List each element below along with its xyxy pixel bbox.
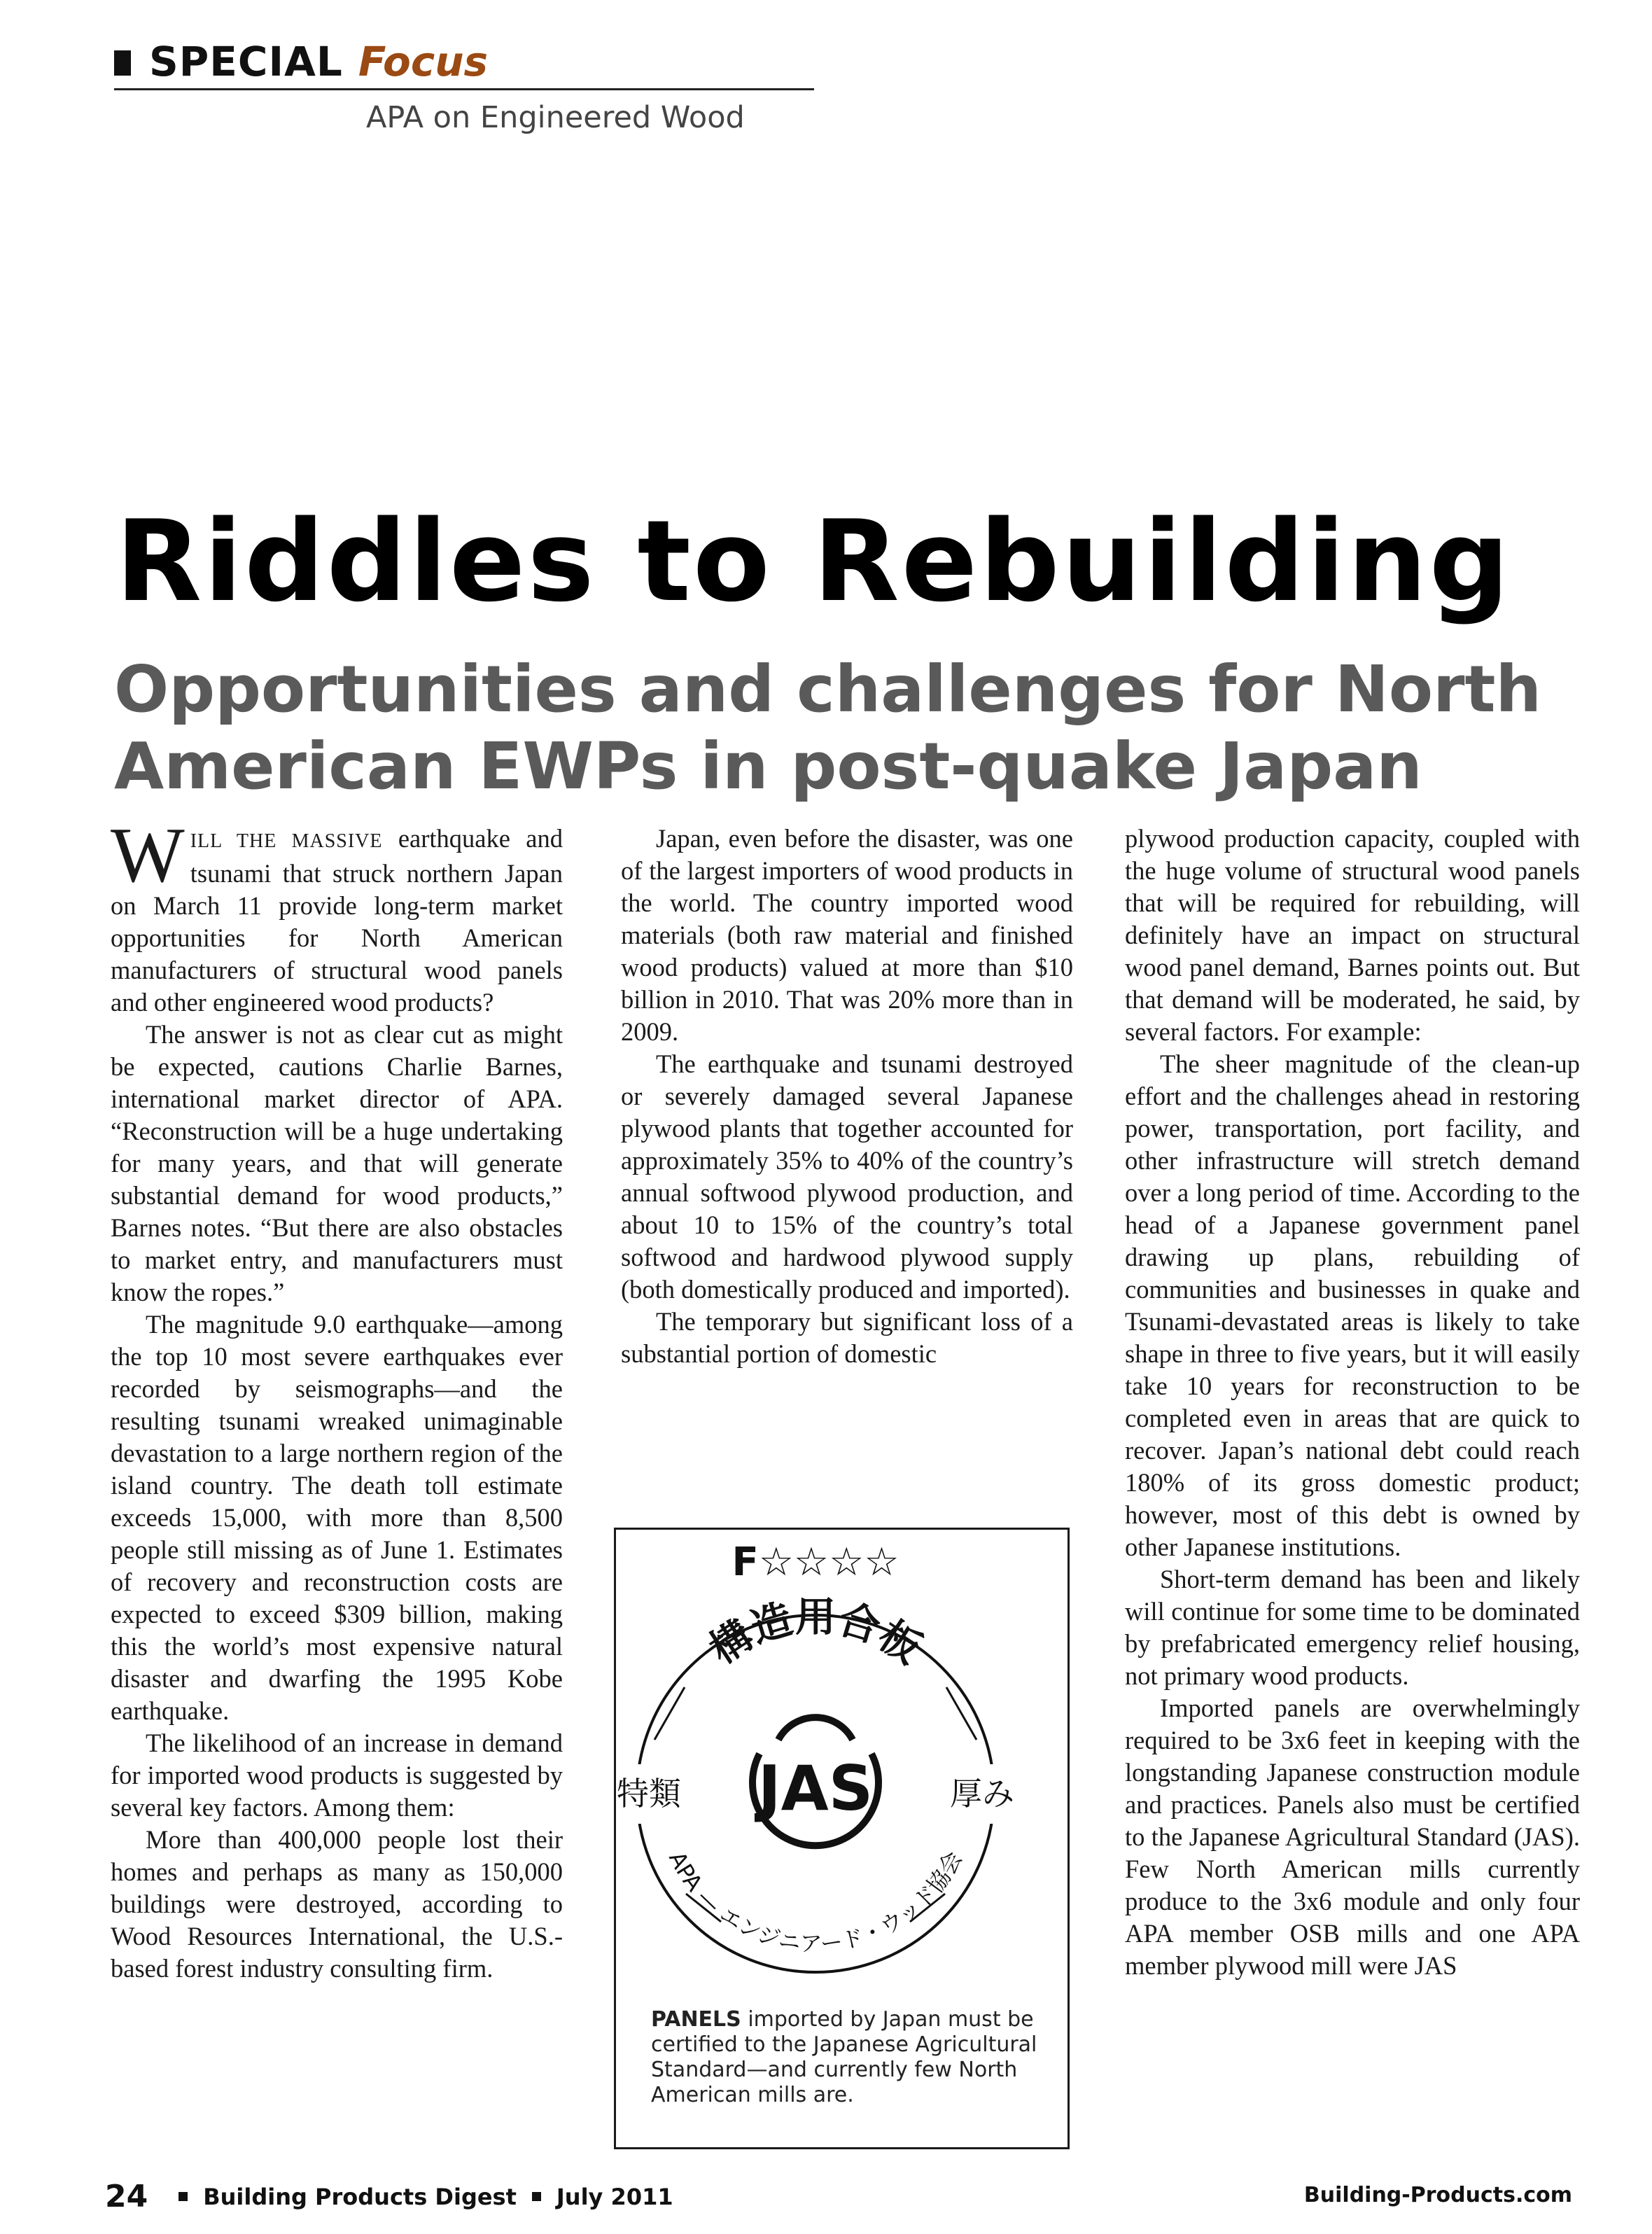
page-number: 24 bbox=[105, 2179, 148, 2214]
grade-mark: F☆☆☆☆ bbox=[732, 1540, 899, 1585]
drop-cap: W bbox=[111, 812, 185, 899]
jas-figure bbox=[614, 1528, 1070, 2149]
footer-bullet-icon bbox=[532, 2192, 541, 2201]
article-column-2 bbox=[621, 823, 1073, 1370]
website-link[interactable]: Building-Products.com bbox=[1303, 2183, 1572, 2207]
body-paragraph: Imported panels are overwhelmingly required to be 3x6 feet in keeping with the longstanding Japanese construction module and practices. Panels also must be certified to the Japanese Agricultural Standard (JAS). Few North American mills currently produce to the 3x6 module and only four APA member OSB mills and one APA member plywood mill were JAS bbox=[1125, 1694, 1580, 1980]
body-paragraph: Japan, even before the disaster, was one of the largest importers of wood products in the world. The country imported wood materials (both raw material and finished wood products) valued at more than $10 billion in 2010. That was 20% more than in 2009. bbox=[621, 824, 1073, 1046]
body-paragraph: The answer is not as clear cut as might be expected, cautions Charlie Barnes, international market director of APA. “Reconstruction will be a huge undertaking for many years, and that will generate substantial demand for wood products,” Barnes notes. “But there are also obstacles to market entry, and manufacturers must know the ropes.” bbox=[111, 1020, 563, 1306]
figure-caption bbox=[651, 2007, 1043, 2108]
publication-name: Building Products Digest bbox=[203, 2183, 517, 2210]
jas-mark-image bbox=[616, 1530, 1015, 2020]
body-paragraph: The earthquake and tsunami destroyed or severely damaged several Japanese plywood plants that together accounted for approximately 35% to 40% of the country’s annual softwood plywood production, and about 10 to 15% of the country’s total softwood and hardwood plywood supply (both domestically produced and imported). bbox=[621, 1049, 1073, 1304]
body-paragraph: The magnitude 9.0 earthquake—among the top 10 most severe earthquakes ever recorded by seismographs—and the resulting tsunami wreaked unimaginable devastation to a large northern region of the island country. The death toll estimate exceeds 15,000, with more than 8,500 people still missing as of June 1. Estimates of recovery and reconstruction costs are expected to exceed $309 billion, making this the world’s most expensive natural disaster and dwarfing the 1995 Kobe earthquake. bbox=[111, 1310, 563, 1725]
right-side-text: 厚み bbox=[950, 1775, 1014, 1813]
lead-paragraph bbox=[111, 812, 563, 1019]
footer-bullet-icon bbox=[178, 2192, 188, 2201]
section-label: SPECIAL bbox=[149, 38, 343, 85]
body-paragraph: The temporary but significant loss of a substantial portion of domestic bbox=[621, 1307, 1073, 1368]
body-paragraph: More than 400,000 people lost their homes and perhaps as many as 150,000 buildings were destroyed, according to Wood Resources International, the U.S.-based forest industry consulting firm. bbox=[111, 1825, 563, 1983]
section-subtitle: APA on Engineered Wood bbox=[366, 100, 745, 135]
section-row bbox=[114, 38, 814, 90]
caption-text: imported by Japan must be certified to the Japanese Agricultural Standard—and currently few North American mills are. bbox=[651, 2007, 1037, 2107]
left-side-text: 特類 bbox=[617, 1775, 681, 1813]
lead-text: earthquake and tsunami that struck northern Japan on March 11 provide long-term market opportunities for North American manufacturers of structural wood panels and other engineered wood products? bbox=[111, 824, 563, 1017]
lead-small-caps: ILL THE MASSIVE bbox=[190, 830, 383, 852]
arc-bottom-text: APA — エンジニアード・ウッド協会 bbox=[664, 1847, 968, 1957]
section-focus: Focus bbox=[358, 38, 489, 85]
jas-logo-text: JAS bbox=[757, 1752, 874, 1824]
body-paragraph: The likelihood of an increase in demand for imported wood products is suggested by several key factors. Among them: bbox=[111, 1729, 563, 1822]
body-paragraph: The sheer magnitude of the clean-up effort and the challenges ahead in restoring power, transportation, port facility, and other infrastructure will stretch demand over a long period of time. According to the head of a Japanese government panel drawing up plans, rebuilding of communities and businesses in quake and Tsunami-devastated areas is likely to take shape in three to five years, but it will easily take 10 years for reconstruction to be completed even in areas that are quick to recover. Japan’s national debt could reach 180% of its gross domestic product; however, most of this debt is owned by other Japanese institutions. bbox=[1125, 1049, 1580, 1561]
article-column-3 bbox=[1125, 823, 1580, 1982]
section-header bbox=[114, 38, 814, 135]
body-paragraph: plywood production capacity, coupled with the huge volume of structural wood panels that will be required for rebuilding, will definitely have an impact on structural wood panel demand, Barnes points out. But that demand will be moderated, he said, by several factors. For example: bbox=[1125, 824, 1580, 1046]
body-paragraph: Short-term demand has been and likely will continue for some time to be dominated by prefabricated emergency relief housing, not primary wood products. bbox=[1125, 1565, 1580, 1690]
section-bullet-icon bbox=[114, 50, 131, 76]
caption-lead: PANELS bbox=[651, 2007, 741, 2032]
page-footer bbox=[105, 2179, 673, 2214]
article-headline: Riddles to Rebuilding bbox=[115, 496, 1512, 627]
article-deck: Opportunities and challenges for North American EWPs in post-quake Japan bbox=[114, 652, 1541, 804]
issue-date: July 2011 bbox=[556, 2183, 673, 2210]
article-column-1 bbox=[111, 812, 563, 1985]
arc-top-text: 構造用合板 bbox=[701, 1593, 930, 1673]
